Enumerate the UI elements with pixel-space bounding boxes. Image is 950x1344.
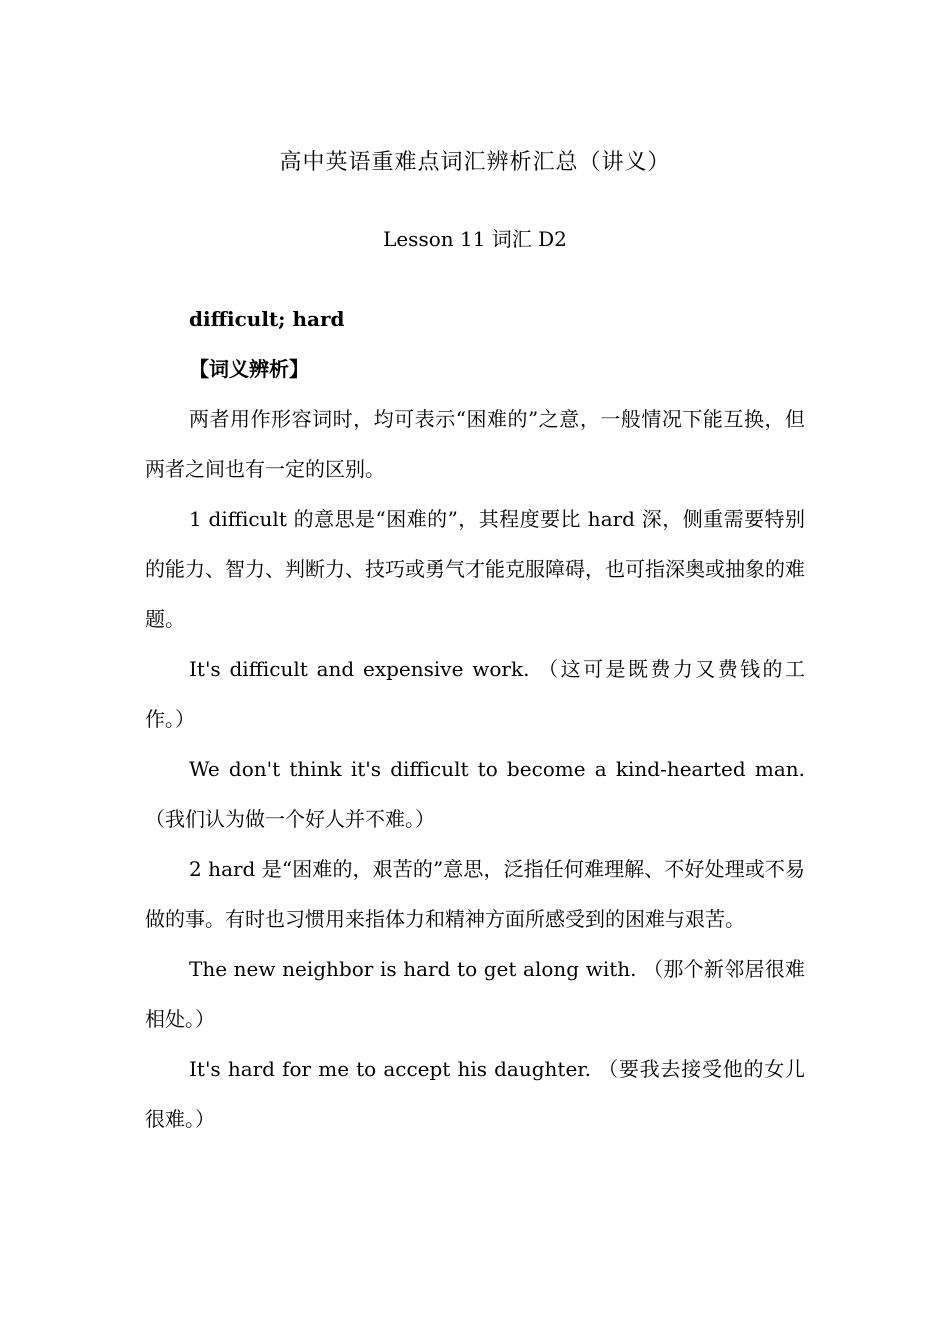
vocab-heading: difficult; hard [189, 307, 345, 331]
paragraph-difficult-definition: 1 difficult 的意思是“困难的”，其程度要比 hard 深，侧重需要特别的能力、智力、判断力、技巧或勇气才能克服障碍，也可指深奥或抽象的难题。 [145, 507, 805, 631]
document-body [145, 294, 805, 1144]
example-difficult-1: It's difficult and expensive work. （这可是既费力又费钱的工作。） [145, 657, 805, 731]
paragraph-hard-definition: 2 hard 是“困难的，艰苦的”意思，泛指任何难理解、不好处理或不易做的事。有时也习惯用来指体力和精神方面所感受到的困难与艰苦。 [145, 857, 805, 931]
example-difficult-2: We don't think it's difficult to become a kind-hearted man. （我们认为做一个好人并不难。） [145, 757, 805, 831]
document-title: 高中英语重难点词汇辨析汇总（讲义） [279, 150, 671, 175]
paragraph-intro: 两者用作形容词时，均可表示“困难的”之意，一般情况下能互换，但两者之间也有一定的区别。 [145, 407, 805, 481]
section-label: 【词义辨析】 [189, 357, 309, 381]
example-hard-2: It's hard for me to accept his daughter. （要我去接受他的女儿很难。） [145, 1057, 805, 1131]
lesson-subtitle: Lesson 11 词汇 D2 [383, 227, 567, 251]
example-hard-1: The new neighbor is hard to get along with. （那个新邻居很难相处。） [145, 957, 805, 1031]
